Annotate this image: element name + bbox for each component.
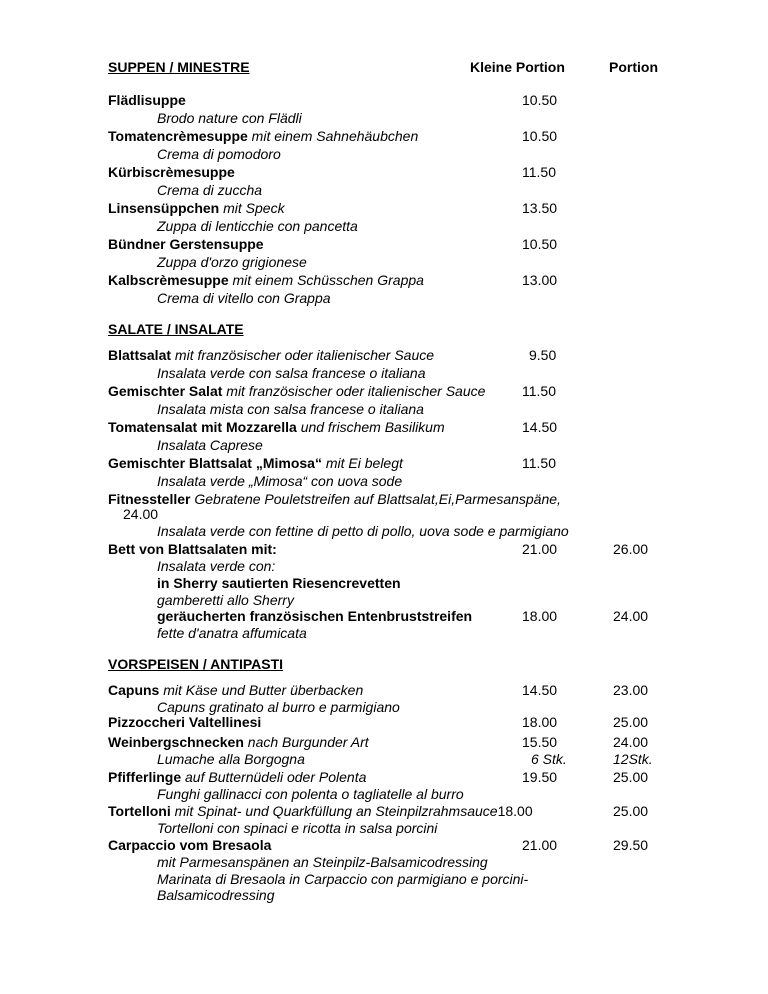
- price-small: 24.00: [123, 506, 159, 522]
- section-header-soups: SUPPEN / MINESTRE: [108, 59, 250, 75]
- price-small: 11.50: [522, 455, 556, 471]
- item-name: Gemischter Salat: [108, 383, 223, 399]
- sub-item-italian: gamberetti allo Sherry: [157, 592, 294, 608]
- item-name: Carpaccio vom Bresaola: [108, 837, 272, 853]
- item-desc: nach Burgunder Art: [247, 734, 369, 750]
- price-small: 10.50: [522, 236, 558, 252]
- item-italian: Crema di vitello con Grappa: [157, 290, 331, 306]
- menu-item: [108, 802, 533, 820]
- menu-item: [108, 235, 264, 253]
- item-italian: Balsamicodressing: [157, 887, 275, 903]
- menu-item: [108, 127, 418, 145]
- price-small: 18.00: [497, 803, 533, 819]
- item-name: Tomatensalat mit Mozzarella: [108, 419, 297, 435]
- item-italian: Zuppa di lenticchie con pancetta: [157, 218, 358, 234]
- sub-item-italian: fette d'anatra affumicata: [157, 625, 307, 641]
- item-desc: mit französischer oder italienischer Sauce: [226, 383, 486, 399]
- menu-item: [108, 733, 369, 751]
- price-small: 15.50: [522, 734, 558, 750]
- price-full: 25.00: [613, 769, 649, 785]
- item-italian: Funghi gallinacci con polenta o tagliatelle al burro: [157, 786, 464, 802]
- menu-item: [108, 768, 366, 786]
- section-header-salads: SALATE / INSALATE: [108, 321, 244, 337]
- item-italian: Capuns gratinato al burro e parmigiano: [157, 699, 400, 715]
- item-name: Blattsalat: [108, 347, 172, 363]
- price-full: 23.00: [613, 682, 649, 698]
- price-full: 29.50: [613, 837, 649, 853]
- menu-item: [108, 91, 186, 109]
- section-header-starters: VORSPEISEN / ANTIPASTI: [108, 656, 284, 672]
- item-italian: Insalata verde con salsa francese o italiana: [157, 365, 426, 381]
- item-name: Fitnessteller: [108, 491, 191, 507]
- price-small: 19.50: [522, 769, 558, 785]
- item-name: Tomatencrèmesuppe: [108, 128, 248, 144]
- menu-item: [108, 346, 434, 364]
- price-small: 18.00: [522, 608, 558, 624]
- item-name: Flädlisuppe: [108, 92, 186, 108]
- item-italian: Lumache alla Borgogna: [157, 751, 305, 767]
- item-desc: mit Speck: [223, 200, 285, 216]
- price-small: 21.00: [522, 837, 558, 853]
- price-small: 13.00: [522, 272, 558, 288]
- price-small: 9.50: [529, 347, 557, 363]
- item-desc: mit französischer oder italienischer Sauce: [174, 347, 435, 363]
- item-italian: Zuppa d'orzo grigionese: [157, 254, 307, 270]
- menu-item: [108, 382, 485, 400]
- item-desc: mit einem Schüsschen Grappa: [232, 272, 424, 288]
- item-italian: Insalata verde con:: [157, 558, 276, 574]
- price-full: 25.00: [613, 714, 649, 730]
- item-italian: Insalata verde „Mimosa“ con uova sode: [157, 473, 403, 489]
- item-italian: Insalata mista con salsa francese o italiana: [157, 401, 424, 417]
- price-full: 25.00: [613, 803, 649, 819]
- item-italian: Tortelloni con spinaci e ricotta in salsa porcini: [157, 820, 438, 836]
- item-name: Bett von Blattsalaten mit:: [108, 541, 277, 557]
- item-name: Kalbscrèmesuppe: [108, 272, 229, 288]
- price-small: 11.50: [522, 383, 556, 399]
- item-name: Tortelloni: [108, 803, 171, 819]
- price-small: 14.50: [522, 682, 558, 698]
- item-name: Pizzoccheri Valtellinesi: [108, 714, 262, 730]
- menu-item: [108, 163, 235, 181]
- item-name: Capuns: [108, 682, 160, 698]
- price-full: 24.00: [613, 734, 649, 750]
- item-italian: Insalata Caprese: [157, 437, 263, 453]
- item-name: Linsensüppchen: [108, 200, 220, 216]
- item-desc: und frischem Basilikum: [300, 419, 445, 435]
- item-name: Bündner Gerstensuppe: [108, 236, 264, 252]
- price-small: 13.50: [522, 200, 558, 216]
- menu-item: [108, 199, 285, 217]
- sub-item-name: geräucherten französischen Entenbruststreifen: [157, 608, 473, 624]
- price-small: 14.50: [522, 419, 558, 435]
- item-name: Gemischter Blattsalat „Mimosa“: [108, 455, 322, 471]
- item-italian: Crema di pomodoro: [157, 146, 281, 162]
- item-name: Pfifferlinge: [108, 769, 182, 785]
- price-small: 11.50: [522, 164, 556, 180]
- qty-small: 6 Stk.: [531, 751, 567, 767]
- item-italian: Crema di zuccha: [157, 182, 263, 198]
- price-full: 24.00: [613, 608, 649, 624]
- item-desc: mit Spinat- und Quarkfüllung an Steinpilzrahmsauce: [174, 803, 498, 819]
- item-desc: Gebratene Pouletstreifen auf Blattsalat,Ei,Parmesanspäne,: [194, 491, 561, 507]
- menu-item: [108, 418, 445, 436]
- item-name: Weinbergschnecken: [108, 734, 244, 750]
- item-name: Kürbiscrèmesuppe: [108, 164, 235, 180]
- price-small: 10.50: [522, 92, 558, 108]
- menu-item: [108, 490, 561, 508]
- price-small: 21.00: [522, 541, 558, 557]
- menu-item: [108, 271, 424, 289]
- price-full: 26.00: [613, 541, 649, 557]
- qty-full: 12Stk.: [613, 751, 653, 767]
- item-desc: auf Butternüdeli oder Polenta: [185, 769, 367, 785]
- item-desc: mit Parmesanspänen an Steinpilz-Balsamicodressing: [157, 854, 488, 870]
- price-small: 18.00: [522, 714, 558, 730]
- column-header-small-portion: Kleine Portion: [470, 59, 565, 75]
- price-small: 10.50: [522, 128, 558, 144]
- item-italian: Marinata di Bresaola in Carpaccio con parmigiano e porcini-: [157, 871, 529, 887]
- menu-item: [108, 681, 363, 699]
- item-italian: Insalata verde con fettine di petto di pollo, uova sode e parmigiano: [157, 523, 569, 539]
- sub-item-name: in Sherry sautierten Riesencrevetten: [157, 575, 401, 591]
- item-desc: mit einem Sahnehäubchen: [251, 128, 419, 144]
- menu-item: [108, 454, 403, 472]
- item-desc: mit Ei belegt: [325, 455, 403, 471]
- item-desc: mit Käse und Butter überbacken: [163, 682, 364, 698]
- column-header-portion: Portion: [609, 59, 658, 75]
- item-italian: Brodo nature con Flädli: [157, 110, 302, 126]
